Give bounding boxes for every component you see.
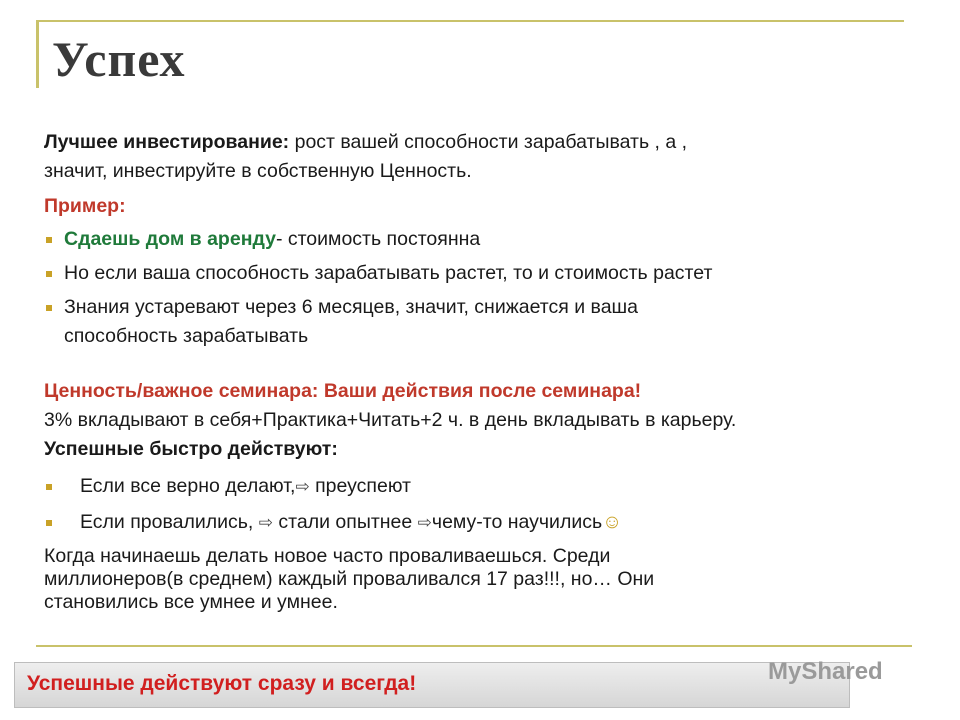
bullet4: Если все верно делают, [80, 475, 296, 497]
list-item [44, 225, 914, 254]
bullet5-mid: стали опытнее [273, 511, 418, 533]
intro [44, 128, 914, 186]
top-rule [36, 20, 904, 22]
bullet5-tail: чему-то научились [431, 511, 603, 533]
bullet5: Если провалились, [80, 511, 259, 533]
bullet1-green: Сдаешь дом в аренду [64, 228, 276, 250]
example-label: Пример: [44, 195, 126, 217]
bullet3-line1: Знания устаревают через 6 месяцев, значит, снижается и ваша [64, 296, 639, 318]
bullet3-line2: способность зарабатывать [64, 325, 309, 347]
closing-line1: Когда начинаешь делать новое часто проваливаешься. Среди [44, 545, 611, 567]
arrow-icon: ⇨ [295, 477, 310, 496]
intro-line2: значит, инвестируйте в собственную Ценность. [44, 160, 472, 182]
list-item [44, 293, 914, 351]
side-rule [36, 20, 39, 88]
intro-bold: Лучшее инвестирование: [44, 131, 290, 153]
list-item [44, 508, 914, 537]
success-list [44, 472, 914, 537]
slide-content [44, 128, 914, 614]
arrow-icon: ⇨ [258, 513, 273, 532]
example-list [44, 225, 914, 351]
bullet2: Но если ваша способность зарабатывать растет, то и стоимость растет [64, 262, 713, 284]
success-heading: Успешные быстро действуют: [44, 438, 338, 460]
closing [44, 545, 914, 614]
footer-banner [14, 662, 850, 708]
slide-title: Успех [52, 31, 186, 87]
list-item [44, 259, 914, 288]
arrow-icon: ⇨ [417, 513, 432, 532]
smiley-icon: ☺ [602, 511, 623, 533]
bullet4-tail: преуспеют [309, 475, 411, 497]
invest-line: 3% вкладывают в себя+Практика+Читать+2 ч. в день вкладывать в карьеру. [44, 409, 737, 431]
list-item [44, 472, 914, 501]
bullet1-rest: - стоимость постоянна [275, 228, 481, 250]
bottom-rule [36, 645, 912, 647]
watermark: MyShared [768, 658, 883, 685]
banner-text: Успешные действуют сразу и всегда! [27, 672, 417, 695]
closing-line3: становились все умнее и умнее. [44, 591, 338, 613]
closing-line2: миллионеров(в среднем) каждый проваливался 17 раз!!!, но… Они [44, 568, 655, 590]
seminar-heading: Ценность/важное семинара: Ваши действия после семинара! [44, 380, 642, 402]
intro-line1: рост вашей способности зарабатывать , а , [289, 131, 688, 153]
